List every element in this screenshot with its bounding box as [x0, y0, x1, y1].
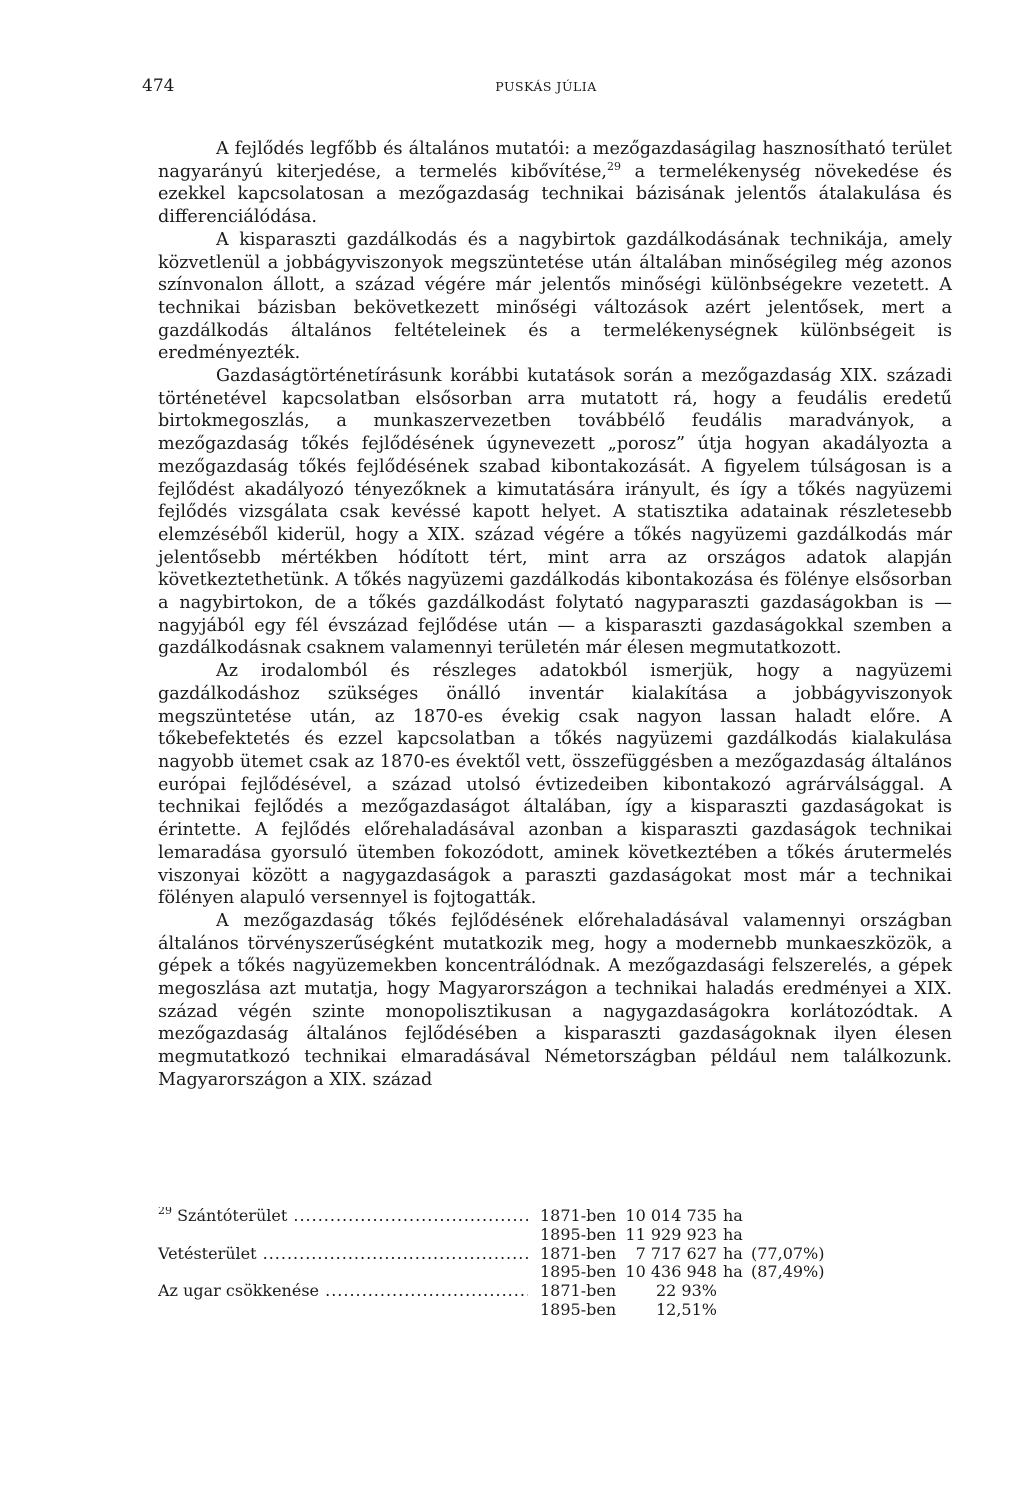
footnote-row	[158, 1263, 898, 1282]
footnote-row	[158, 1282, 898, 1301]
footnote-row-year: 1871-ben	[540, 1281, 617, 1301]
footnote-row-unit: ha	[723, 1224, 743, 1244]
footnote-row	[158, 1226, 898, 1245]
paragraph-4: Az irodalomból és részleges adatokból ismerjük, hogy a nagyüzemi gazdálkodáshoz szükséges önálló inventár kialakítása a jobbágyviszonyok megszüntetése után, az 1870-es évekig csak nagyon lassan haladt előre. A tőkebefektetés és ezzel kapcsolatban a tőkés nagyüzemi gazdálkodás kialakulása nagyobb ütemet csak az 1870-es évektől vett, összefüggésben a mezőgazdaság általános európai fejlődésével, a század utolsó évtizedeiben kibontakozó agrárválsággal. A technikai fejlődés a mezőgazdaságot általában, így a kisparaszti gazdaságokat is érintette. A fejlődés előrehaladásával azonban a kisparaszti gazdaságok technikai lemaradása gyorsuló ütemben fokozódott, aminek következtében a tőkés árutermelés viszonyai között a nagygazdaságok a paraszti gazdaságokat most már a technikai fölényen alapuló versennyel is fojtogatták.	[158, 661, 952, 909]
footnote-row	[158, 1245, 898, 1264]
footnote-row-unit: ha	[723, 1243, 743, 1263]
footnote-29	[158, 1207, 898, 1320]
footnote-row-value: 10 436 948	[625, 1262, 717, 1282]
footnote-row-unit: ha	[723, 1262, 743, 1282]
body-text	[158, 138, 952, 1092]
footnote-row-year: 1871-ben	[540, 1206, 617, 1225]
footnote-row-unit: ha	[723, 1206, 743, 1225]
footnote-row-label: Az ugar csökkenése .....	[158, 1282, 528, 1301]
paragraph-3: Gazdaságtörténetírásunk korábbi kutatások során a mezőgazdaság XIX. századi történetével kapcsolatban elsősorban arra mutatott rá, hogy a feudális eredetű birtokmegoszlás, a munkaszervezetben továbbélő feudális maradványok, a mezőgazdaság tőkés fejlődésének úgynevezett „porosz” útja hogyan akadályozta a mezőgazdaság tőkés fejlődésének szabad kibontakozását. A figyelem túlságosan is a fejlődést akadályozó tényezőknek a kimutatására irányult, és így a tőkés nagyüzemi fejlődés vizsgálata csak kevéssé kapott helyet. A statisztika adatainak részletesebb elemzéséből kiderül, hogy a XIX. század végére a tőkés nagyüzemi gazdálkodás már jelentősebb mértékben hódított tért, mint arra az országos adatok alapján következtethetünk. A tőkés nagyüzemi gazdálkodás kibontakozása és fölénye elsősorban a nagybirtokon, de a tőkés gazdálkodást folytató nagyparaszti gazdaságokban is — nagyjából egy fél évszázad fejlődése után — a kisparaszti gazdaságokkal szemben a gazdálkodásnak csaknem valamennyi területén már élesen megmutatkozott.	[158, 366, 952, 659]
footnote-row-label: Vetésterület .....	[158, 1245, 528, 1264]
page-number: 474	[142, 76, 175, 96]
footnote-number: 29	[158, 1207, 172, 1217]
footnote-row	[158, 1207, 898, 1226]
footnote-row-value: 12,51%	[655, 1299, 717, 1319]
footnote-row-value: 22 93%	[655, 1281, 717, 1301]
paragraph-2: A kisparaszti gazdálkodás és a nagybirtok gazdálkodásának technikája, amely közvetlenül a jobbágyviszonyok megszüntetése után általában minőségileg még azonos színvonalon állott, a század végére már jelentős minőségi különbségekre vezetett. A technikai bázisban bekövetkezett minőségi változások azért jelentősek, mert a gazdálkodás általános feltételeinek és a termelékenységnek különbségeit is eredményezték.	[158, 229, 952, 364]
footnote-row-value: 10 014 735	[625, 1206, 717, 1225]
footnote-row-value: 7 717 627	[635, 1243, 717, 1263]
page-header	[142, 76, 950, 104]
paragraph-5: A mezőgazdaság tőkés fejlődésének előrehaladásával valamennyi országban általános törvényszerűségként mutatkozik meg, hogy a modernebb munkaeszközök, a gépek a tőkés nagyüzemekben koncentrálódnak. A mezőgazdasági felszerelés, a gépek megoszlása azt mutatja, hogy Magyarországon a technikai haladás eredményei a XIX. század végén szinte monopolisztikusan a nagygazdaságokra korlátozódtak. A mezőgazdaság általános fejlődésében a kisparaszti gazdaságoknak ilyen élesen megmutatkozó technikai elmaradásával Németországban például nem találkozunk. Magyarországon a XIX. század	[158, 910, 952, 1090]
footnote-row-percent: (77,07%)	[751, 1243, 825, 1263]
paragraph-1-start: A fejlődés legfőbb és általános mutatói: a mezőgazdaságilag hasznosítható terület nagyarányú kiterjedése, a termelés kibővítése,	[158, 139, 952, 182]
footnote-row-year: 1895-ben	[540, 1224, 617, 1244]
running-title: PUSKÁS JÚLIA	[495, 79, 597, 94]
footnote-row-year: 1895-ben	[540, 1299, 617, 1319]
footnote-row-percent: (87,49%)	[751, 1262, 825, 1282]
footnote-row-year: 1871-ben	[540, 1243, 617, 1263]
footnote-row	[158, 1301, 898, 1320]
footnote-row-year: 1895-ben	[540, 1262, 617, 1282]
paragraph-1-end: a termelékenység növekedése és ezekkel kapcsolatosan a mezőgazdaság technikai bázisának jelentős átalakulása és differenciálódása.	[158, 161, 952, 228]
footnote-row-label: $^{29}$ Szántóterület .....	[158, 1207, 528, 1226]
paragraph-1	[158, 138, 952, 229]
footnote-row-value: 11 929 923	[625, 1224, 717, 1244]
footnote-ref-29[interactable]: 29	[607, 159, 622, 173]
